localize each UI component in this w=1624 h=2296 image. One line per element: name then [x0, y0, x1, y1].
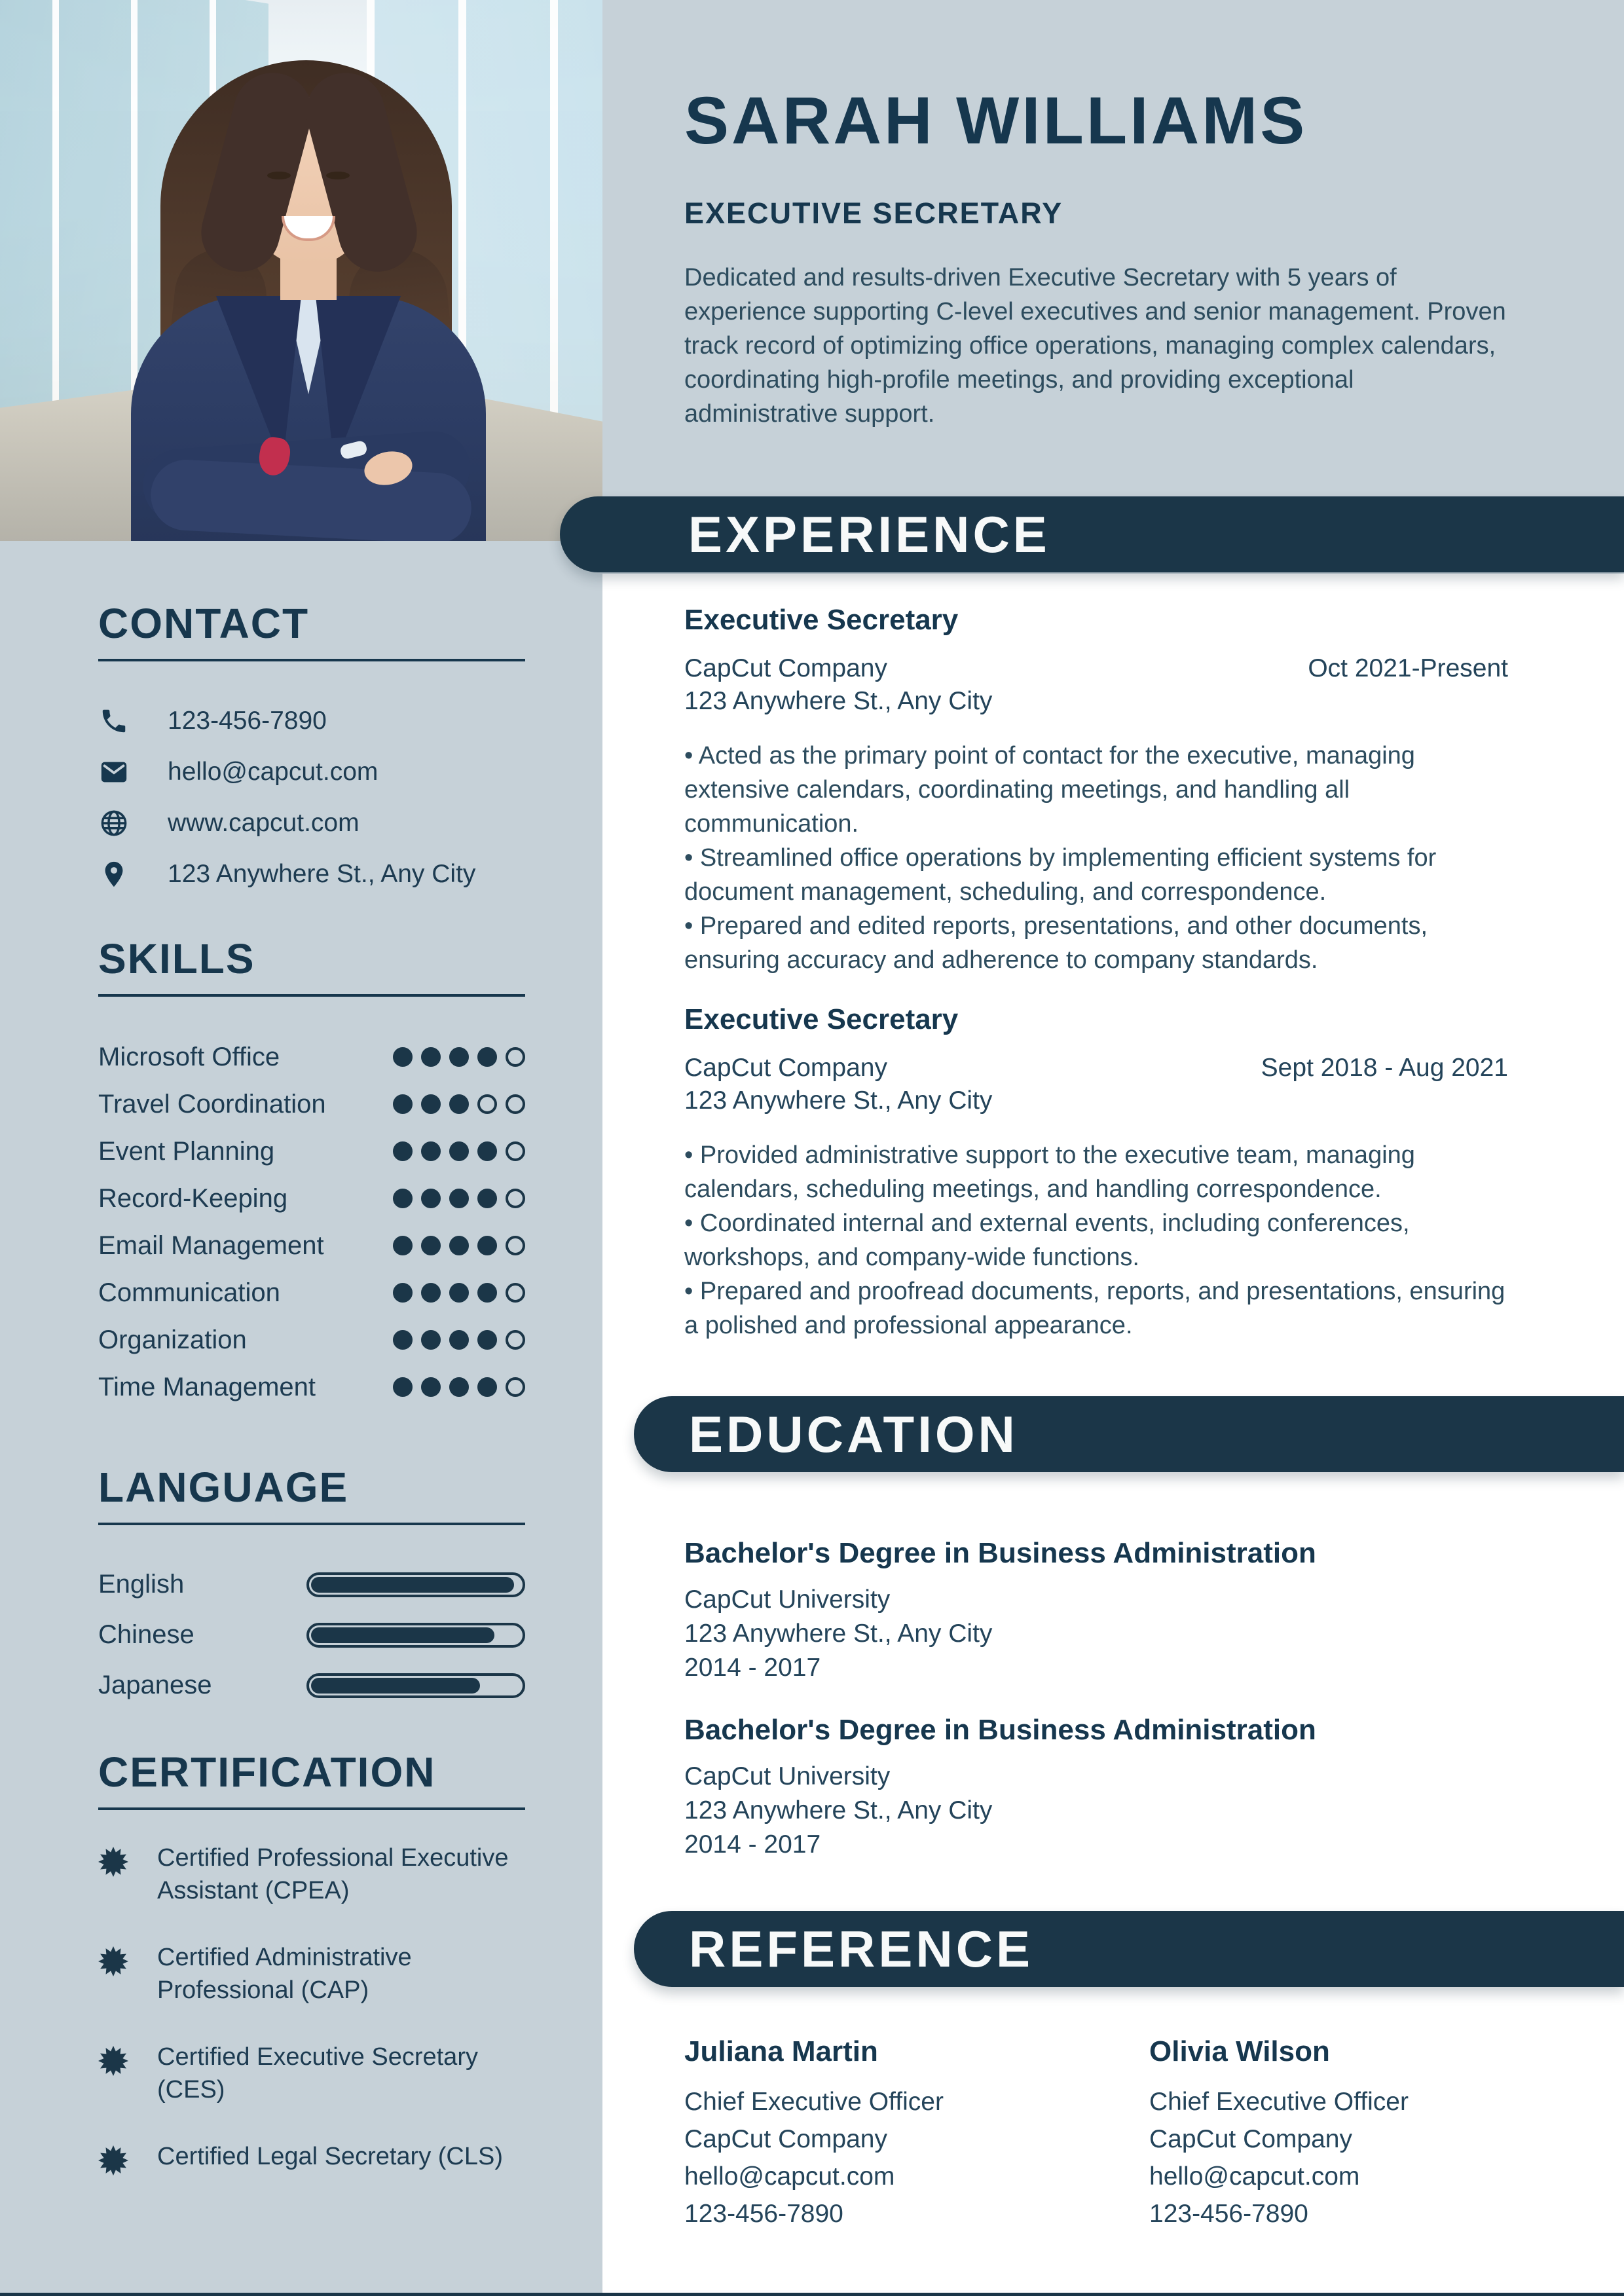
language-level-bar [306, 1673, 525, 1698]
reference-company: CapCut Company [1149, 2125, 1352, 2153]
skill-dot [506, 1377, 525, 1397]
skills-heading: SKILLS [98, 935, 255, 982]
skill-dot [393, 1330, 413, 1350]
skills-list [98, 1033, 525, 1411]
skill-dot [506, 1283, 525, 1303]
job-company: CapCut Company [684, 654, 887, 682]
skill-dot [506, 1236, 525, 1255]
email-icon [98, 756, 130, 788]
photo-person-eye [326, 172, 350, 179]
photo-person-eye [267, 172, 291, 179]
skill-dot [449, 1283, 469, 1303]
education-years: 2014 - 2017 [684, 1830, 821, 1859]
language-heading: LANGUAGE [98, 1464, 349, 1511]
skill-dot [477, 1047, 497, 1067]
contact-section [98, 600, 525, 900]
bottom-accent-line [0, 2293, 1624, 2296]
skill-dot [393, 1283, 413, 1303]
skill-rating-dots [393, 1094, 525, 1114]
skill-row [98, 1222, 525, 1269]
skill-dot [449, 1141, 469, 1161]
skill-dot [449, 1047, 469, 1067]
badge-star-icon [98, 1946, 128, 1976]
job-bullet: • Prepared and proofread documents, reports, and presentations, ensuring a polished and professional appearance. [684, 1274, 1508, 1342]
skill-dot [477, 1094, 497, 1114]
skill-label: Travel Coordination [98, 1089, 326, 1119]
education-degree: Bachelor's Degree in Business Administration [684, 1537, 1316, 1569]
reference-role: Chief Executive Officer [1149, 2088, 1409, 2116]
skill-row [98, 1269, 525, 1316]
contact-row-website [98, 798, 525, 849]
reference-details [1149, 2083, 1568, 2232]
skill-row [98, 1033, 525, 1081]
job-bullet: • Prepared and edited reports, presentations, and other documents, ensuring accuracy and adherence to company standards. [684, 909, 1508, 977]
job-location: 123 Anywhere St., Any City [684, 1086, 993, 1115]
skill-dot [506, 1189, 525, 1208]
skill-dot [506, 1141, 525, 1161]
contact-email-value: hello@capcut.com [168, 758, 378, 786]
reference-item [1149, 2033, 1568, 2232]
job-dates: Oct 2021-Present [1308, 654, 1508, 682]
language-row [98, 1559, 525, 1610]
skill-dot [506, 1330, 525, 1350]
education-item [684, 1713, 1508, 1862]
skill-dot [477, 1236, 497, 1255]
education-location: 123 Anywhere St., Any City [684, 1796, 993, 1824]
skill-dot [506, 1094, 525, 1114]
education-details [684, 1760, 1508, 1862]
language-row [98, 1610, 525, 1660]
skill-dot [477, 1377, 497, 1397]
reference-name: Olivia Wilson [1149, 2035, 1330, 2067]
certification-label: Certified Professional Executive Assistant (CPEA) [157, 1844, 509, 1904]
skill-rating-dots [393, 1189, 525, 1208]
experience-section-bar [560, 496, 1624, 572]
badge-star-icon [98, 1847, 128, 1877]
certification-list [98, 1842, 525, 2176]
experience-job [684, 602, 1508, 977]
job-bullet: • Acted as the primary point of contact for the executive, managing extensive calendars, coordinating meetings, and handling all communication. [684, 739, 1508, 841]
skill-dot [421, 1377, 441, 1397]
education-section-bar [634, 1396, 1624, 1472]
badge-star-icon [98, 2145, 128, 2176]
certification-label: Certified Executive Secretary (CES) [157, 2043, 478, 2103]
skill-label: Communication [98, 1278, 280, 1307]
skill-rating-dots [393, 1330, 525, 1350]
skill-dot [421, 1189, 441, 1208]
reference-heading: REFERENCE [689, 1920, 1034, 1978]
skill-row [98, 1081, 525, 1128]
skill-dot [449, 1330, 469, 1350]
person-job-title: EXECUTIVE SECRETARY [684, 196, 1063, 230]
education-location: 123 Anywhere St., Any City [684, 1620, 993, 1648]
certification-label: Certified Administrative Professional (CAP) [157, 1944, 412, 2004]
skill-dot [449, 1094, 469, 1114]
skill-label: Time Management [98, 1372, 316, 1401]
job-title: Executive Secretary [684, 604, 959, 636]
skill-dot [421, 1236, 441, 1255]
certification-heading: CERTIFICATION [98, 1749, 436, 1796]
language-section [98, 1464, 525, 1711]
certification-section [98, 1749, 525, 2210]
contact-row-phone [98, 695, 525, 747]
skill-dot [393, 1377, 413, 1397]
profile-photo [0, 0, 602, 541]
contact-row-address [98, 849, 525, 900]
skill-rating-dots [393, 1141, 525, 1161]
reference-details [684, 2083, 1103, 2232]
experience-job [684, 1002, 1508, 1342]
skill-dot [421, 1330, 441, 1350]
contact-address-value: 123 Anywhere St., Any City [168, 860, 476, 888]
skill-dot [421, 1094, 441, 1114]
reference-name: Juliana Martin [684, 2035, 878, 2067]
job-bullets [684, 1138, 1508, 1342]
contact-heading: CONTACT [98, 600, 310, 647]
contact-website-value: www.capcut.com [168, 809, 360, 837]
reference-company: CapCut Company [684, 2125, 887, 2153]
section-divider [98, 994, 525, 997]
skill-dot [449, 1377, 469, 1397]
certification-item [98, 2041, 525, 2106]
reference-phone: 123-456-7890 [1149, 2200, 1308, 2228]
language-label: English [98, 1570, 185, 1599]
skill-dot [393, 1047, 413, 1067]
skill-dot [421, 1141, 441, 1161]
certification-item [98, 1941, 525, 2007]
reference-item [684, 2033, 1103, 2232]
job-bullets [684, 739, 1508, 977]
skill-dot [477, 1189, 497, 1208]
skill-dot [477, 1330, 497, 1350]
skill-dot [449, 1189, 469, 1208]
skill-label: Event Planning [98, 1136, 275, 1166]
job-bullet: • Coordinated internal and external events, including conferences, workshops, and company-wide functions. [684, 1206, 1508, 1274]
skill-rating-dots [393, 1236, 525, 1255]
job-dates: Sept 2018 - Aug 2021 [1261, 1054, 1508, 1082]
skill-label: Record-Keeping [98, 1183, 288, 1213]
skill-dot [393, 1189, 413, 1208]
job-location: 123 Anywhere St., Any City [684, 687, 993, 715]
skill-dot [421, 1047, 441, 1067]
skill-dot [393, 1236, 413, 1255]
language-level-bar [306, 1572, 525, 1597]
contact-row-email [98, 747, 525, 798]
skill-label: Microsoft Office [98, 1042, 280, 1071]
education-details [684, 1583, 1508, 1685]
reference-section-bar [634, 1911, 1624, 1987]
language-level-bar [306, 1623, 525, 1648]
skill-dot [393, 1094, 413, 1114]
skill-row [98, 1363, 525, 1411]
certification-item [98, 1842, 525, 1907]
language-level-fill [311, 1678, 480, 1694]
job-meta [684, 652, 1508, 685]
education-years: 2014 - 2017 [684, 1654, 821, 1682]
section-divider [98, 1807, 525, 1810]
phone-icon [98, 705, 130, 737]
skill-rating-dots [393, 1377, 525, 1397]
job-meta [684, 1052, 1508, 1084]
profile-summary: Dedicated and results-driven Executive Secretary with 5 years of experience supporting C-level executives and senior management. Proven track record of optimizing office operations, managing complex calendars, coordinating high-profile meetings, and providing exceptional administrative support. [684, 264, 1506, 428]
skill-dot [421, 1283, 441, 1303]
skill-dot [449, 1236, 469, 1255]
reference-phone: 123-456-7890 [684, 2200, 843, 2228]
certification-label: Certified Legal Secretary (CLS) [157, 2143, 503, 2170]
skill-rating-dots [393, 1047, 525, 1067]
sidebar [0, 0, 602, 2296]
education-degree: Bachelor's Degree in Business Administration [684, 1714, 1316, 1746]
job-title: Executive Secretary [684, 1003, 959, 1035]
language-level-fill [311, 1577, 514, 1593]
language-label: Chinese [98, 1620, 194, 1649]
skill-dot [393, 1141, 413, 1161]
language-label: Japanese [98, 1671, 212, 1699]
skill-dot [477, 1283, 497, 1303]
certification-item [98, 2140, 525, 2176]
education-school: CapCut University [684, 1585, 891, 1614]
education-heading: EDUCATION [689, 1405, 1018, 1463]
skill-dot [477, 1141, 497, 1161]
education-item [684, 1536, 1508, 1685]
person-name: SARAH WILLIAMS [684, 83, 1308, 158]
globe-icon [98, 807, 130, 839]
education-school: CapCut University [684, 1762, 891, 1790]
badge-star-icon [98, 2046, 128, 2076]
section-divider [98, 659, 525, 661]
location-pin-icon [98, 859, 130, 890]
section-divider [98, 1523, 525, 1525]
skill-row [98, 1316, 525, 1363]
job-company: CapCut Company [684, 1054, 887, 1082]
contact-phone-value: 123-456-7890 [168, 707, 327, 735]
skill-rating-dots [393, 1283, 525, 1303]
contact-list [98, 695, 525, 900]
skill-dot [506, 1047, 525, 1067]
language-list [98, 1559, 525, 1711]
experience-heading: EXPERIENCE [688, 506, 1050, 563]
skill-row [98, 1175, 525, 1222]
skills-section [98, 935, 525, 1411]
job-bullet: • Streamlined office operations by implementing efficient systems for document management, scheduling, and correspondence. [684, 841, 1508, 909]
skill-label: Organization [98, 1325, 247, 1354]
reference-email: hello@capcut.com [684, 2162, 895, 2191]
language-row [98, 1660, 525, 1711]
language-level-fill [311, 1627, 494, 1643]
reference-email: hello@capcut.com [1149, 2162, 1360, 2191]
skill-row [98, 1128, 525, 1175]
job-bullet: • Provided administrative support to the executive team, managing calendars, scheduling meetings, and handling correspondence. [684, 1138, 1508, 1206]
skill-label: Email Management [98, 1231, 324, 1260]
reference-role: Chief Executive Officer [684, 2088, 944, 2116]
